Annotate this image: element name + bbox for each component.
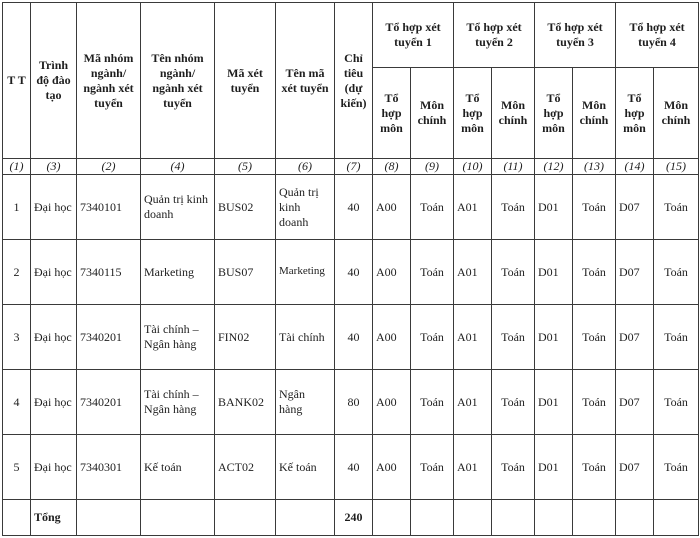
- row-subject-1: Toán: [411, 305, 454, 370]
- row-admission-code: BANK02: [215, 370, 276, 435]
- row-combo-4: D07: [616, 435, 654, 500]
- row-quota: 80: [335, 370, 373, 435]
- total-row: [3, 500, 699, 536]
- row-admission-name: Tài chính: [276, 305, 335, 370]
- row-admission-code: BUS07: [215, 240, 276, 305]
- row-quota: 40: [335, 240, 373, 305]
- row-name: Marketing: [141, 240, 215, 305]
- row-level: Đại học: [31, 240, 77, 305]
- row-subject-4: Toán: [654, 305, 699, 370]
- row-code: 7340301: [77, 435, 141, 500]
- row-subject-4: Toán: [654, 435, 699, 500]
- row-number: 5: [3, 435, 31, 500]
- row-code: 7340101: [77, 175, 141, 240]
- row-combo-3: D01: [535, 240, 573, 305]
- row-subject-3: Toán: [573, 240, 616, 305]
- row-subject-1: Toán: [411, 370, 454, 435]
- header-main-subject: Môn chính: [492, 68, 535, 159]
- row-combo-3: D01: [535, 175, 573, 240]
- row-combo-4: D07: [616, 175, 654, 240]
- row-combo-1: A00: [373, 305, 411, 370]
- header-main-subject: Môn chính: [411, 68, 454, 159]
- header-code: Mã nhóm ngành/ ngành xét tuyển: [77, 3, 141, 159]
- header-row-groups: [3, 3, 699, 68]
- row-code: 7340115: [77, 240, 141, 305]
- row-combo-1: A00: [373, 240, 411, 305]
- row-name: Tài chính – Ngân hàng: [141, 305, 215, 370]
- row-code: 7340201: [77, 305, 141, 370]
- column-number: (1): [3, 159, 31, 175]
- column-number: (11): [492, 159, 535, 175]
- table-row: [3, 370, 699, 435]
- row-subject-1: Toán: [411, 175, 454, 240]
- row-subject-3: Toán: [573, 305, 616, 370]
- column-number: (6): [276, 159, 335, 175]
- column-number: (8): [373, 159, 411, 175]
- row-subject-4: Toán: [654, 175, 699, 240]
- row-code: 7340201: [77, 370, 141, 435]
- row-combo-3: D01: [535, 370, 573, 435]
- row-subject-2: Toán: [492, 175, 535, 240]
- row-level: Đại học: [31, 305, 77, 370]
- row-combo-2: A01: [454, 370, 492, 435]
- header-combo-subject: Tổ hợp môn: [373, 68, 411, 159]
- column-number: (13): [573, 159, 616, 175]
- column-number: (7): [335, 159, 373, 175]
- header-combo-4: Tổ hợp xét tuyển 4: [616, 3, 699, 68]
- header-main-subject: Môn chính: [573, 68, 616, 159]
- row-subject-4: Toán: [654, 370, 699, 435]
- row-subject-3: Toán: [573, 370, 616, 435]
- row-number: 1: [3, 175, 31, 240]
- row-admission-code: FIN02: [215, 305, 276, 370]
- column-number: (15): [654, 159, 699, 175]
- header-name: Tên nhóm ngành/ ngành xét tuyển: [141, 3, 215, 159]
- header-combo-subject: Tổ hợp môn: [535, 68, 573, 159]
- column-number: (5): [215, 159, 276, 175]
- row-admission-name: Kế toán: [276, 435, 335, 500]
- row-subject-1: Toán: [411, 240, 454, 305]
- row-subject-3: Toán: [573, 175, 616, 240]
- column-number: (2): [77, 159, 141, 175]
- row-name: Quản trị kinh doanh: [141, 175, 215, 240]
- row-subject-4: Toán: [654, 240, 699, 305]
- row-admission-name: Ngân hàng: [276, 370, 335, 435]
- row-number: 3: [3, 305, 31, 370]
- row-combo-1: A00: [373, 175, 411, 240]
- row-subject-1: Toán: [411, 435, 454, 500]
- admission-table: [2, 2, 699, 536]
- header-combo-1: Tổ hợp xét tuyển 1: [373, 3, 454, 68]
- table-row: [3, 240, 699, 305]
- row-subject-2: Toán: [492, 370, 535, 435]
- column-number: (9): [411, 159, 454, 175]
- row-combo-3: D01: [535, 305, 573, 370]
- row-admission-code: ACT02: [215, 435, 276, 500]
- row-level: Đại học: [31, 435, 77, 500]
- row-combo-4: D07: [616, 305, 654, 370]
- row-name: Tài chính – Ngân hàng: [141, 370, 215, 435]
- row-subject-2: Toán: [492, 435, 535, 500]
- row-combo-2: A01: [454, 240, 492, 305]
- row-quota: 40: [335, 175, 373, 240]
- column-number: (10): [454, 159, 492, 175]
- header-combo-subject: Tổ hợp môn: [454, 68, 492, 159]
- row-name: Kế toán: [141, 435, 215, 500]
- total-label: Tổng: [31, 500, 77, 536]
- row-admission-name: Quản trị kinh doanh: [276, 175, 335, 240]
- header-combo-2: Tổ hợp xét tuyển 2: [454, 3, 535, 68]
- row-admission-code: BUS02: [215, 175, 276, 240]
- row-subject-2: Toán: [492, 305, 535, 370]
- table-row: [3, 175, 699, 240]
- row-admission-name: Marketing: [276, 240, 335, 305]
- header-quota: Chỉ tiêu (dự kiến): [335, 3, 373, 159]
- header-tt: T T: [3, 3, 31, 159]
- row-combo-1: A00: [373, 370, 411, 435]
- row-level: Đại học: [31, 370, 77, 435]
- column-number-row: [3, 159, 699, 175]
- column-number: (4): [141, 159, 215, 175]
- table-row: [3, 435, 699, 500]
- header-admission-name: Tên mã xét tuyển: [276, 3, 335, 159]
- header-admission-code: Mã xét tuyển: [215, 3, 276, 159]
- row-combo-2: A01: [454, 435, 492, 500]
- row-combo-1: A00: [373, 435, 411, 500]
- row-combo-3: D01: [535, 435, 573, 500]
- header-combo-3: Tổ hợp xét tuyển 3: [535, 3, 616, 68]
- column-number: (12): [535, 159, 573, 175]
- column-number: (14): [616, 159, 654, 175]
- header-main-subject: Môn chính: [654, 68, 699, 159]
- row-number: 2: [3, 240, 31, 305]
- row-subject-3: Toán: [573, 435, 616, 500]
- row-number: 4: [3, 370, 31, 435]
- row-combo-2: A01: [454, 175, 492, 240]
- table-row: [3, 305, 699, 370]
- row-combo-4: D07: [616, 240, 654, 305]
- column-number: (3): [31, 159, 77, 175]
- row-level: Đại học: [31, 175, 77, 240]
- header-combo-subject: Tổ hợp môn: [616, 68, 654, 159]
- row-quota: 40: [335, 305, 373, 370]
- row-quota: 40: [335, 435, 373, 500]
- header-level: Trình độ đào tạo: [31, 3, 77, 159]
- total-quota: 240: [335, 500, 373, 536]
- row-combo-4: D07: [616, 370, 654, 435]
- row-subject-2: Toán: [492, 240, 535, 305]
- row-combo-2: A01: [454, 305, 492, 370]
